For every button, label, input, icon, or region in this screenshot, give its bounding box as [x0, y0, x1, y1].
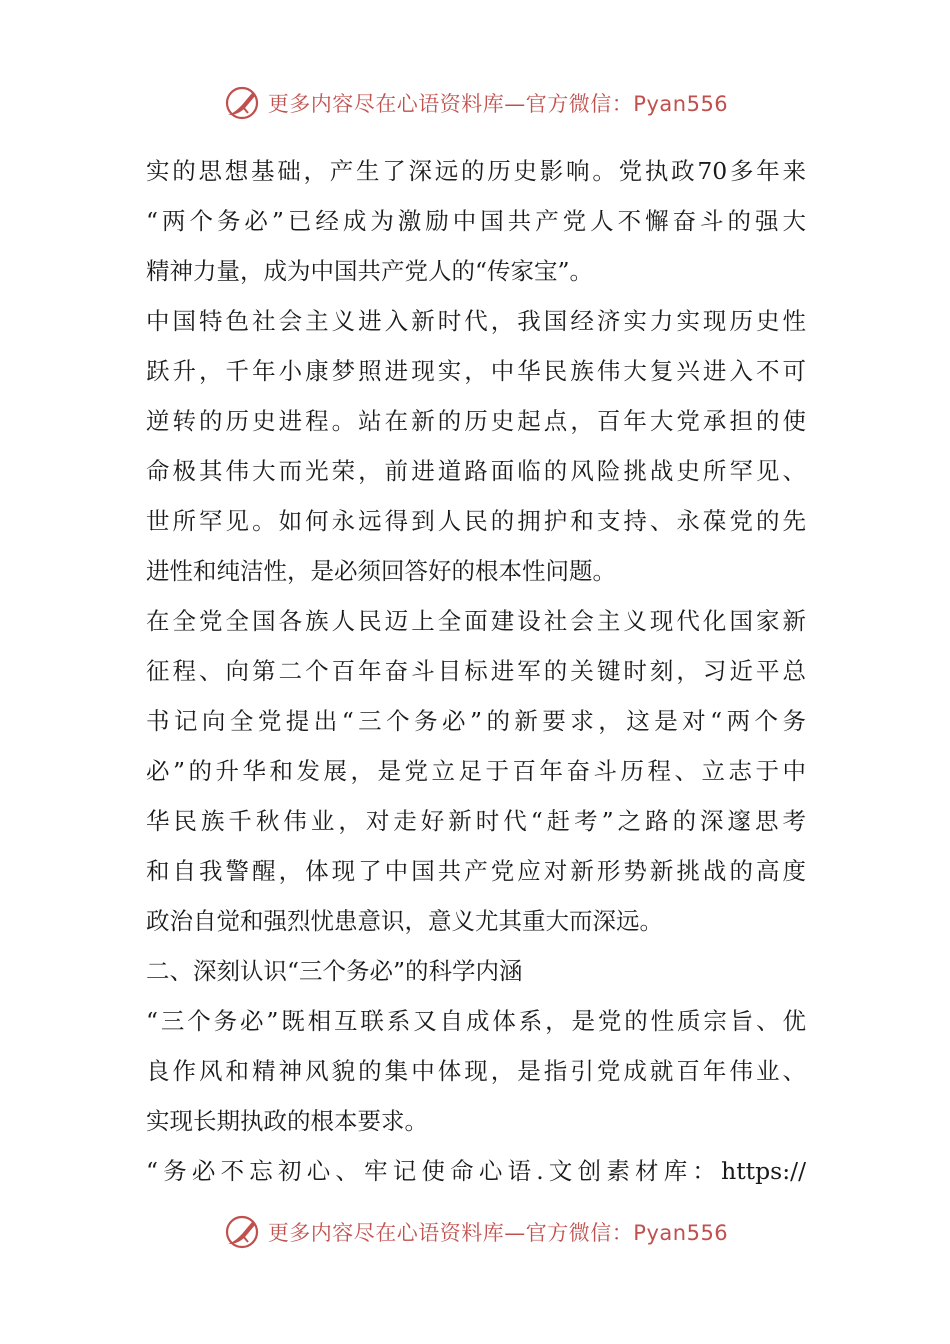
- header-watermark: [0, 83, 950, 123]
- text-line: 命极其伟大而光荣，前进道路面临的风险挑战史所罕见、: [146, 457, 806, 485]
- text-line: 跃升，千年小康梦照进现实，中华民族伟大复兴进入不可: [146, 357, 806, 385]
- text-line: 政治自觉和强烈忧患意识，意义尤其重大而深远。: [146, 907, 663, 935]
- text-line: 中国特色社会主义进入新时代，我国经济实力实现历史性: [146, 307, 806, 335]
- text-line: 实的思想基础，产生了深远的历史影响。党执政70多年来: [146, 157, 806, 185]
- text-line: “两个务必”已经成为激励中国共产党人不懈奋斗的强大: [146, 207, 806, 235]
- document-body: [146, 146, 806, 1196]
- watermark-text: 更多内容尽在心语资料库—官方微信：Pyan556: [267, 1221, 729, 1245]
- text-line: 世所罕见。如何永远得到人民的拥护和支持、永葆党的先: [146, 507, 806, 535]
- text-line: “务必不忘初心、牢记使命心语.文创素材库：https://: [146, 1157, 806, 1185]
- text-line: 征程、向第二个百年奋斗目标进军的关键时刻，习近平总: [146, 657, 806, 685]
- text-line: 和自我警醒，体现了中国共产党应对新形势新挑战的高度: [146, 857, 806, 885]
- text-line: 逆转的历史进程。站在新的历史起点，百年大党承担的使: [146, 407, 806, 435]
- watermark-text: 更多内容尽在心语资料库—官方微信：Pyan556: [267, 92, 729, 116]
- text-line: 在全党全国各族人民迈上全面建设社会主义现代化国家新: [146, 607, 806, 635]
- text-line: 精神力量，成为中国共产党人的“传家宝”。: [146, 257, 594, 285]
- text-line: 书记向全党提出“三个务必”的新要求，这是对“两个务: [146, 707, 806, 735]
- text-line: 华民族千秋伟业，对走好新时代“赶考”之路的深邃思考: [146, 807, 806, 835]
- section-heading: 二、深刻认识“三个务必”的科学内涵: [146, 957, 523, 985]
- text-line: 必”的升华和发展，是党立足于百年奋斗历程、立志于中: [146, 757, 806, 785]
- text-line: 良作风和精神风貌的集中体现，是指引党成就百年伟业、: [146, 1057, 806, 1085]
- footer-watermark: [0, 1212, 950, 1252]
- pen-logo-icon: [222, 83, 262, 123]
- pen-logo-icon: [222, 1212, 262, 1252]
- text-line: 进性和纯洁性，是必须回答好的根本性问题。: [146, 557, 616, 585]
- text-line: “三个务必”既相互联系又自成体系，是党的性质宗旨、优: [146, 1007, 806, 1035]
- text-line: 实现长期执政的根本要求。: [146, 1107, 428, 1135]
